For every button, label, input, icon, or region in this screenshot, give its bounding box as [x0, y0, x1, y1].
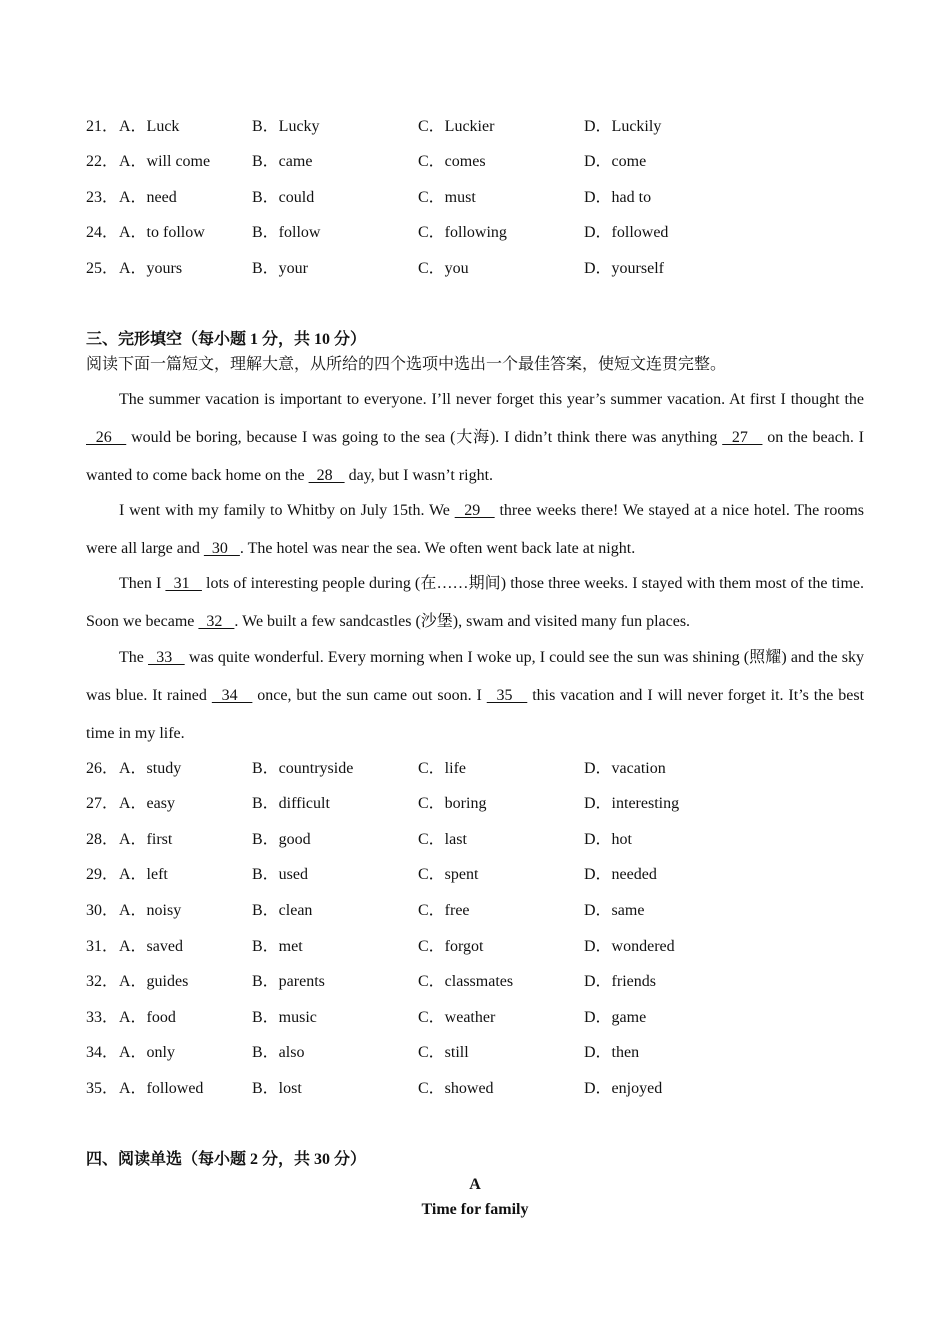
- passage-text: day, but I wasn’t right.: [344, 467, 494, 484]
- option-c: C．showed: [418, 1080, 494, 1097]
- option-a: A．easy: [119, 795, 175, 812]
- option-d: D．same: [584, 902, 645, 919]
- option-b: B．music: [252, 1009, 317, 1026]
- option-c: C．boring: [418, 795, 487, 812]
- option-a: A．food: [119, 1009, 176, 1026]
- question-number: 22．: [86, 153, 119, 170]
- section-instruction: 阅读下面一篇短文，理解大意，从所给的四个选项中选出一个最佳答案，使短文连贯完整。: [86, 356, 727, 373]
- option-a: A．yours: [119, 260, 183, 277]
- option-a: A．Luck: [119, 118, 180, 135]
- option-b: B．your: [252, 260, 309, 277]
- option-a: A．first: [119, 831, 173, 848]
- cloze-blank: 30: [203, 540, 240, 557]
- option-b: B．came: [252, 153, 313, 170]
- passage-text: The: [119, 649, 149, 666]
- option-a: A．to follow: [119, 224, 205, 241]
- question-number: 35．: [86, 1080, 119, 1097]
- question-number: 31．: [86, 938, 119, 955]
- passage-paragraph: [86, 565, 864, 641]
- cloze-blank: 34: [211, 687, 253, 704]
- option-c: C．classmates: [418, 973, 514, 990]
- section-heading: 三、完形填空（每小题 1 分，共 10 分）: [86, 331, 367, 348]
- option-b: B．good: [252, 831, 311, 848]
- question-number: 24．: [86, 224, 119, 241]
- option-a: A．guides: [119, 973, 189, 990]
- passage-text: The summer vacation is important to everyone. I’ll never forget this year’s summer vacation. At first I thought the: [119, 391, 864, 408]
- option-a: A．study: [119, 760, 182, 777]
- option-b: B．clean: [252, 902, 313, 919]
- passage-text: Then I: [119, 575, 166, 592]
- option-c: C．spent: [418, 866, 479, 883]
- option-b: B．difficult: [252, 795, 330, 812]
- option-c: C．life: [418, 760, 466, 777]
- cloze-blank: 29: [454, 502, 495, 519]
- passage-title: Time for family: [421, 1201, 529, 1218]
- option-b: B．follow: [252, 224, 321, 241]
- option-d: D．vacation: [584, 760, 666, 777]
- passage-text: was quite wonderful. Every morning when I woke up, I could see the sun was shining (照耀) and the sky was blue. It rained: [86, 649, 865, 704]
- section-heading: 四、阅读单选（每小题 2 分，共 30 分）: [86, 1151, 367, 1168]
- cloze-blank: 35: [486, 687, 528, 704]
- option-c: C．comes: [418, 153, 486, 170]
- passage-paragraph: [86, 381, 864, 495]
- passage-text: . We built a few sandcastles (沙堡), swam and visited many fun places.: [234, 613, 691, 630]
- cloze-blank: 27: [722, 429, 763, 446]
- option-a: A．will come: [119, 153, 211, 170]
- option-d: D．then: [584, 1044, 640, 1061]
- option-c: C．you: [418, 260, 469, 277]
- option-d: D．friends: [584, 973, 656, 990]
- option-d: D．yourself: [584, 260, 664, 277]
- question-number: 30．: [86, 902, 119, 919]
- option-d: D．needed: [584, 866, 657, 883]
- passage-text: would be boring, because I was going to the sea (大海). I didn’t think there was anything: [126, 429, 723, 446]
- cloze-blank: 26: [86, 429, 127, 446]
- question-number: 21．: [86, 118, 119, 135]
- passage-paragraph: [86, 492, 864, 568]
- option-c: C．still: [418, 1044, 469, 1061]
- option-b: B．Lucky: [252, 118, 320, 135]
- option-d: D．had to: [584, 189, 652, 206]
- option-c: C．weather: [418, 1009, 496, 1026]
- option-a: A．noisy: [119, 902, 182, 919]
- cloze-blank: 31: [165, 575, 202, 592]
- passage-text: three weeks there! We stayed at a nice hotel. The rooms were all large and: [86, 502, 865, 557]
- question-number: 29．: [86, 866, 119, 883]
- option-b: B．also: [252, 1044, 305, 1061]
- passage-label: A: [469, 1176, 481, 1193]
- question-number: 34．: [86, 1044, 119, 1061]
- option-b: B．met: [252, 938, 303, 955]
- option-a: A．left: [119, 866, 168, 883]
- option-c: C．following: [418, 224, 507, 241]
- option-c: C．last: [418, 831, 467, 848]
- question-number: 32．: [86, 973, 119, 990]
- option-d: D．wondered: [584, 938, 675, 955]
- option-a: A．need: [119, 189, 177, 206]
- option-c: C．forgot: [418, 938, 484, 955]
- option-d: D．enjoyed: [584, 1080, 663, 1097]
- question-number: 23．: [86, 189, 119, 206]
- passage-text: this vacation and I will never forget it. It’s the best time in my life.: [86, 687, 865, 742]
- cloze-blank: 33: [148, 649, 185, 666]
- question-number: 25．: [86, 260, 119, 277]
- option-d: D．Luckily: [584, 118, 662, 135]
- option-b: B．countryside: [252, 760, 354, 777]
- option-a: A．only: [119, 1044, 176, 1061]
- cloze-blank: 32: [198, 613, 235, 630]
- question-number: 33．: [86, 1009, 119, 1026]
- option-a: A．followed: [119, 1080, 204, 1097]
- question-number: 28．: [86, 831, 119, 848]
- option-b: B．lost: [252, 1080, 302, 1097]
- cloze-blank: 28: [308, 467, 345, 484]
- passage-paragraph: [86, 639, 864, 753]
- question-number: 26．: [86, 760, 119, 777]
- option-a: A．saved: [119, 938, 183, 955]
- option-b: B．could: [252, 189, 315, 206]
- option-d: D．interesting: [584, 795, 680, 812]
- option-d: D．hot: [584, 831, 633, 848]
- option-b: B．used: [252, 866, 309, 883]
- passage-text: on the beach. I wanted to come back home on the: [86, 429, 865, 484]
- option-d: D．game: [584, 1009, 647, 1026]
- option-d: D．followed: [584, 224, 669, 241]
- option-b: B．parents: [252, 973, 325, 990]
- option-c: C．free: [418, 902, 470, 919]
- option-c: C．Luckier: [418, 118, 495, 135]
- passage-text: once, but the sun came out soon. I: [252, 687, 487, 704]
- option-d: D．come: [584, 153, 647, 170]
- question-number: 27．: [86, 795, 119, 812]
- passage-text: . The hotel was near the sea. We often went back late at night.: [239, 540, 636, 557]
- option-c: C．must: [418, 189, 476, 206]
- passage-text: lots of interesting people during (在……期间) those three weeks. I stayed with them most of the time. Soon we became: [86, 575, 865, 630]
- passage-text: I went with my family to Whitby on July 15th. We: [119, 502, 455, 519]
